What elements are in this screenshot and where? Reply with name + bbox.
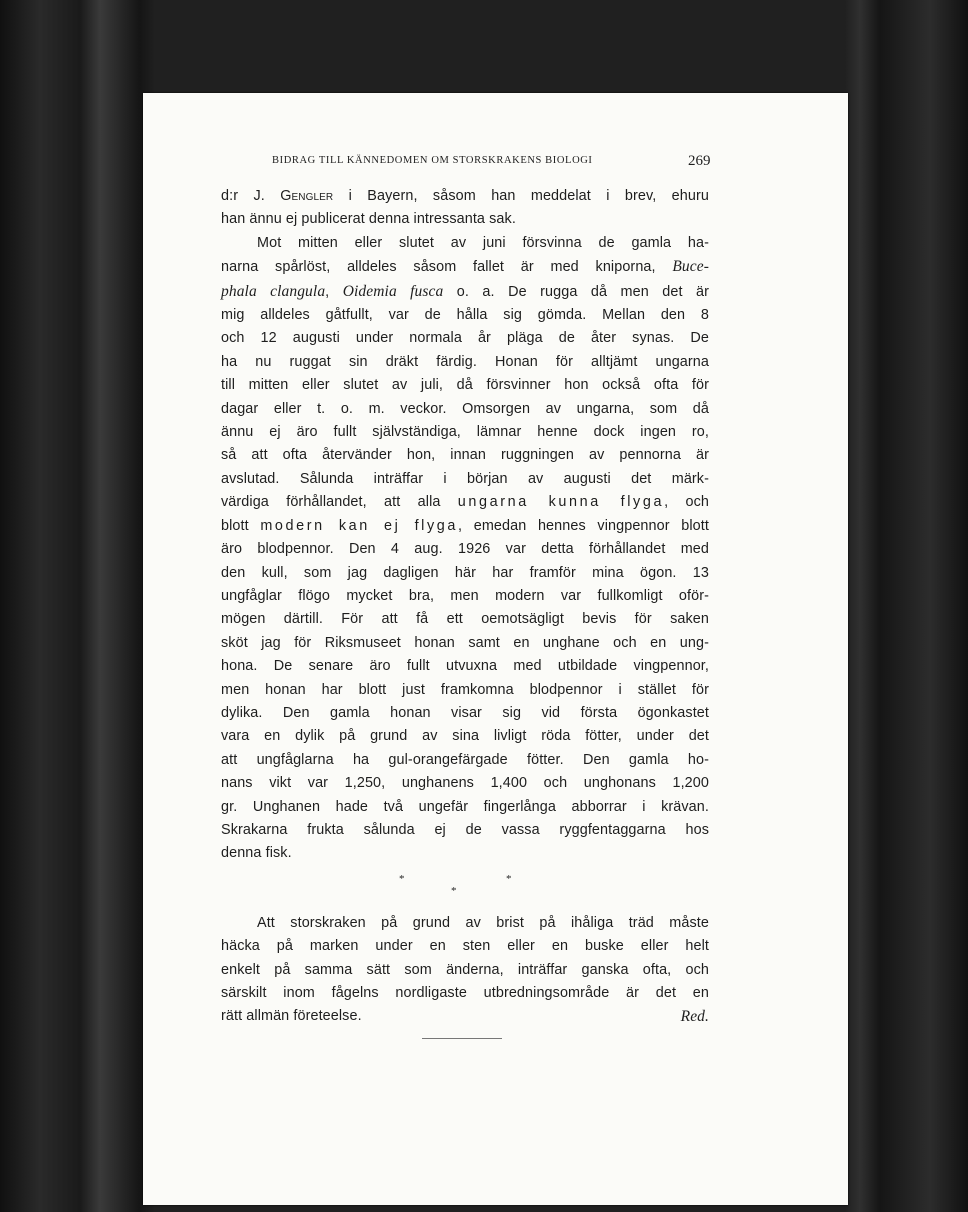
- text-line: rätt allmän företeelse. Red.: [221, 1005, 709, 1028]
- text-line: Mot mitten eller slutet av juni försvinna de gamla ha-: [257, 234, 709, 251]
- text-line: att ungfåglarna ha gul-orangefärgade fötter. Den gamla ho-: [221, 751, 709, 768]
- species-name: phala clangula: [221, 282, 326, 300]
- text-line: vara en dylik på grund av sina livligt röda fötter, under det: [221, 728, 709, 745]
- species-name: Buce-: [672, 258, 709, 276]
- text-line: värdiga förhållandet, att alla ungarna kunna flyga, och: [221, 494, 709, 511]
- page-content: [143, 93, 848, 1205]
- text-line: häcka på marken under en sten eller en buske eller helt: [221, 938, 709, 955]
- text-line: mögen därtill. För att få ett oemotsägligt bevis för saken: [221, 611, 709, 628]
- asterism: [363, 873, 563, 903]
- text-line: mig alldeles gåtfullt, var de hålla sig gömda. Mellan den 8: [221, 307, 709, 324]
- text-line: så att ofta återvänder hon, innan ruggningen av pennorna är: [221, 447, 709, 464]
- text-line: ungfåglar flögo mycket bra, men modern var fullkomligt oför-: [221, 587, 709, 604]
- text-line: och 12 augusti under normala år pläga de åter synas. De: [221, 330, 709, 347]
- text-line: den kull, som jag dagligen här har framför mina ögon. 13: [221, 564, 709, 581]
- species-name: Oidemia fusca: [342, 282, 444, 300]
- text-line: narna spårlöst, alldeles såsom fallet är med kniporna, Buce-: [221, 258, 709, 276]
- text-line: hona. De senare äro fullt utvuxna med utbildade vingpennor,: [221, 658, 709, 675]
- text-line: till mitten eller slutet av juli, då försvinner hon också ofta för: [221, 377, 709, 394]
- text-line: sköt jag för Riksmuseet honan samt en unghane och en ung-: [221, 634, 709, 651]
- text-line: denna fisk.: [221, 845, 292, 862]
- text-line: phala clangula, Oidemia fusca o. a. De rugga då men det är: [221, 282, 709, 300]
- text-line: särskilt inom fågelns nordligaste utbredningsområde är det en: [221, 985, 709, 1001]
- text-line: äro blodpennor. Den 4 aug. 1926 var detta förhållandet med: [221, 541, 709, 558]
- text-line: dylika. Den gamla honan visar sig vid första ögonkastet: [221, 704, 709, 721]
- book-page: [143, 93, 848, 1205]
- text-line: d:r J. Gengler i Bayern, såsom han meddelat i brev, ehuru: [221, 188, 709, 204]
- spaced-emphasis: modern kan ej flyga: [260, 517, 458, 534]
- text-line: avslutad. Sålunda inträffar i början av augusti det märk-: [221, 470, 709, 487]
- asterisk: *: [399, 873, 405, 885]
- running-header: BIDRAG TILL KÄNNEDOMEN OM STORSKRAKENS BIOLOGI: [272, 155, 593, 166]
- text-line: han ännu ej publicerat denna intressanta sak.: [221, 211, 516, 228]
- text-line: men honan har blott just framkomna blodpennor i stället för: [221, 681, 709, 698]
- text-line: ännu ej äro fullt självständiga, lämnar henne dock ingen ro,: [221, 424, 709, 441]
- author-name: Gengler: [280, 188, 334, 204]
- text-line: blott modern kan ej flyga, emedan hennes vingpennor blott: [221, 517, 709, 534]
- page-number: 269: [688, 153, 711, 169]
- text-line: Att storskraken på grund av brist på ihåliga träd måste: [257, 914, 709, 931]
- spaced-emphasis: ungarna kunna flyga: [457, 494, 665, 511]
- text-line: Skrakarna frukta sålunda ej de vassa ryggfentaggarna hos: [221, 821, 709, 838]
- text-line: gr. Unghanen hade två ungefär fingerlånga abborrar i krävan.: [221, 798, 709, 815]
- signature: Red.: [680, 1008, 709, 1026]
- asterisk: *: [506, 873, 512, 885]
- end-rule: [422, 1038, 502, 1039]
- asterisk: *: [451, 885, 457, 897]
- text-line: ha nu ruggat sin dräkt färdig. Honan för alltjämt ungarna: [221, 353, 709, 370]
- text-line: nans vikt var 1,250, unghanens 1,400 och unghonans 1,200: [221, 775, 709, 792]
- text-line: enkelt på samma sätt som änderna, inträffar ganska ofta, och: [221, 961, 709, 978]
- text-line: dagar eller t. o. m. veckor. Omsorgen av ungarna, som då: [221, 400, 709, 417]
